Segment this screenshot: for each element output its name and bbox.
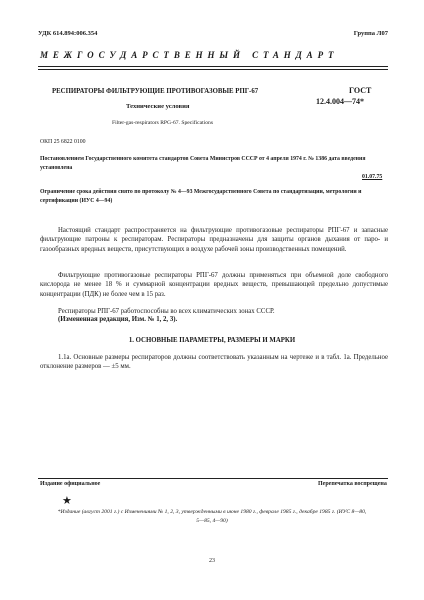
edition-note: *Издание (август 2001 г.) с Изменениями № 1, 2, 3, утвержденными в июне 1980 г., феврале 1985 г., декабре 1985 г. (ИУС 8—80, 5—85, 4—90) [57, 509, 367, 524]
paragraph-dimensions: 1.1а. Основные размеры респираторов должны соответствовать указанным на чертеже и в табл. 1а. Предельное отклонение размеров — ±5 мм. [40, 354, 388, 371]
section-heading: 1. ОСНОВНЫЕ ПАРАМЕТРЫ, РАЗМЕРЫ И МАРКИ [128, 337, 296, 344]
document-title: РЕСПИРАТОРЫ ФИЛЬТРУЮЩИЕ ПРОТИВОГАЗОВЫЕ РПГ-67 [52, 88, 259, 95]
paragraph-application: Фильтрующие противогазовые респираторы РПГ-67 должны применяться при объемной доле свободного кислорода не менее 18 % и суммарной концентрации вредных веществ, превышающей предельно допустимые концентрации (ПДК) не более чем в 15 раз. [40, 272, 388, 298]
page-number: 23 [209, 558, 215, 564]
amendment-note: (Измененная редакция, Изм. № 1, 2, 3). [58, 316, 178, 323]
paragraph-climate: Респираторы РПГ-67 работоспособны во всех климатических зонах СССР. [58, 308, 275, 315]
group-code: Группа Л07 [353, 30, 388, 37]
gost-label: ГОСТ [349, 86, 372, 95]
reprint-prohibited-label: Перепечатка воспрещена [318, 481, 387, 487]
star-icon: ★ [62, 495, 72, 507]
official-edition-label: Издание официальное [40, 481, 101, 487]
decree-text: Постановлением Государственного комитета стандартов Совета Министров СССР от 4 апреля 1974 г. № 1386 дата введения установлена [40, 156, 366, 171]
paragraph-scope: Настоящий стандарт распространяется на фильтрующие противогазовые респираторы РПГ-67 и запасные фильтрующие патроны к респираторам. Респираторы предназначены для защиты органов дыхания от паро- и газообразных вредных веществ, присутствующих в воздухе рабочей зоны производственных помещений. [40, 227, 388, 253]
standard-banner: МЕЖГОСУДАРСТВЕННЫЙ СТАНДАРТ [40, 50, 339, 60]
udk-code: УДК 614.894:006.354 [38, 30, 98, 37]
gost-number: 12.4.004—74* [316, 97, 364, 106]
effective-date: 01.07.75 [362, 174, 383, 180]
banner-divider-bottom [38, 69, 388, 70]
okp-code: ОКП 25 6822 0100 [40, 139, 86, 145]
english-title: Filter-gas-respirators RPG-67. Specifications [112, 120, 214, 126]
banner-divider-top [38, 66, 388, 67]
document-subtitle: Технические условия [126, 103, 190, 110]
limitation-note: Ограничение срока действия снято по протоколу № 4—93 Межгосударственного Совета по стандартизации, метрологии и сертификации (ИУС 4—94) [40, 189, 362, 204]
footer-divider [38, 478, 388, 479]
